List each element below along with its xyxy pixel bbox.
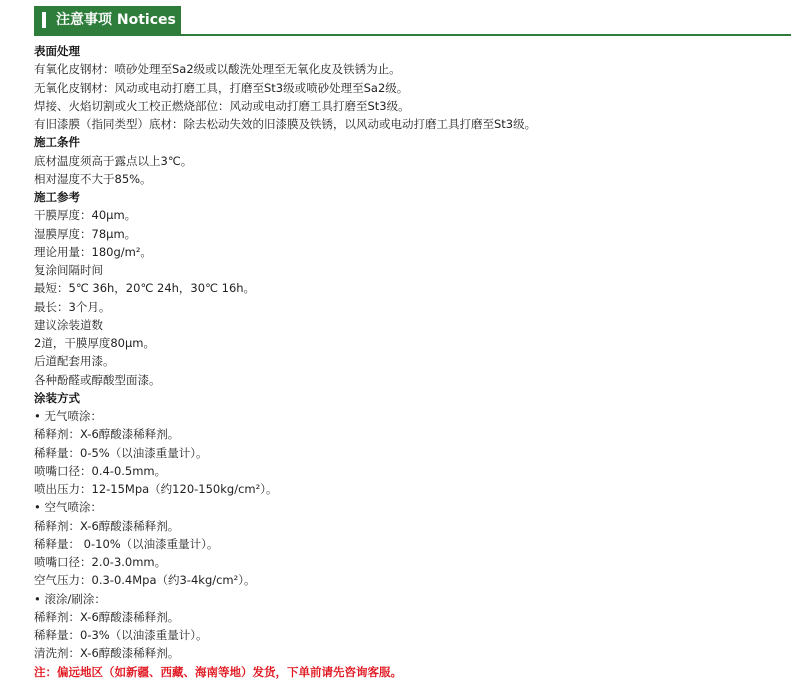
notices-header <box>34 6 791 36</box>
method-line: • 滚涂/刷涂： <box>34 591 106 606</box>
reference-line: 干膜厚度：40μm。 <box>34 208 137 223</box>
conditions-line: 相对湿度不大于85%。 <box>34 171 152 186</box>
reference-line: 建议涂装道数 <box>34 317 103 332</box>
reference-line: 最长：3个月。 <box>34 299 111 314</box>
notices-title: 注意事项 Notices <box>56 12 176 28</box>
reference-line: 湿膜厚度：78μm。 <box>34 226 137 241</box>
surface-line: 有旧漆膜（指同类型）底材：除去松动失效的旧漆膜及铁锈，以风动或电动打磨工具打磨至St3级。 <box>34 117 537 131</box>
reference-line: 2道，干膜厚度80μm。 <box>34 336 155 350</box>
surface-heading: 表面处理 <box>34 44 80 58</box>
method-line: 空气压力：0.3-0.4Mpa（约3-4kg/cm²）。 <box>34 573 256 588</box>
reference-line: 理论用量：180g/m²。 <box>34 244 152 259</box>
method-line: 稀释剂：X-6醇酸漆稀释剂。 <box>34 518 180 533</box>
reference-line: 各种酚醛或醇酸型面漆。 <box>34 372 161 387</box>
tab-marker-icon <box>42 12 46 28</box>
method-heading: 涂装方式 <box>34 390 80 405</box>
surface-line: 焊接、火焰切割或火工校正燃烧部位：风动或电动打磨工具打磨至St3级。 <box>34 98 410 113</box>
method-line: 稀释剂：X-6醇酸漆稀释剂。 <box>34 609 180 624</box>
method-line: 喷嘴口径：2.0-3.0mm。 <box>34 555 167 569</box>
reference-line: 后道配套用漆。 <box>34 354 115 369</box>
surface-line: 有氧化皮钢材：喷砂处理至Sa2级或以酸洗处理至无氧化皮及铁锈为止。 <box>34 62 401 77</box>
reference-heading: 施工参考 <box>34 190 80 204</box>
shipping-note: 注：偏远地区（如新疆、西藏、海南等地）发货，下单前请先咨询客服。 <box>34 664 402 679</box>
method-line: 稀释剂：X-6醇酸漆稀释剂。 <box>34 427 180 442</box>
conditions-heading: 施工条件 <box>34 135 80 150</box>
method-line: 稀释量：0-3%（以油漆重量计）。 <box>34 628 208 642</box>
reference-line: 复涂间隔时间 <box>34 263 103 277</box>
surface-line: 无氧化皮钢材：风动或电动打磨工具，打磨至St3级或喷砂处理至Sa2级。 <box>34 80 409 95</box>
method-line: 喷嘴口径：0.4-0.5mm。 <box>34 463 167 478</box>
notices-content <box>34 42 791 681</box>
method-line: 稀释量：0-5%（以油漆重量计）。 <box>34 445 208 460</box>
method-line: • 无气喷涂： <box>34 409 102 423</box>
method-line: 稀释量： 0-10%（以油漆重量计）。 <box>34 536 219 551</box>
method-line: 喷出压力：12-15Mpa（约120-150kg/cm²）。 <box>34 482 278 496</box>
notices-tab <box>34 6 181 34</box>
conditions-line: 底材温度须高于露点以上3℃。 <box>34 153 193 168</box>
method-line: 清洗剂：X-6醇酸漆稀释剂。 <box>34 646 180 661</box>
method-line: • 空气喷涂： <box>34 500 102 515</box>
reference-line: 最短：5℃ 36h，20℃ 24h，30℃ 16h。 <box>34 281 256 296</box>
